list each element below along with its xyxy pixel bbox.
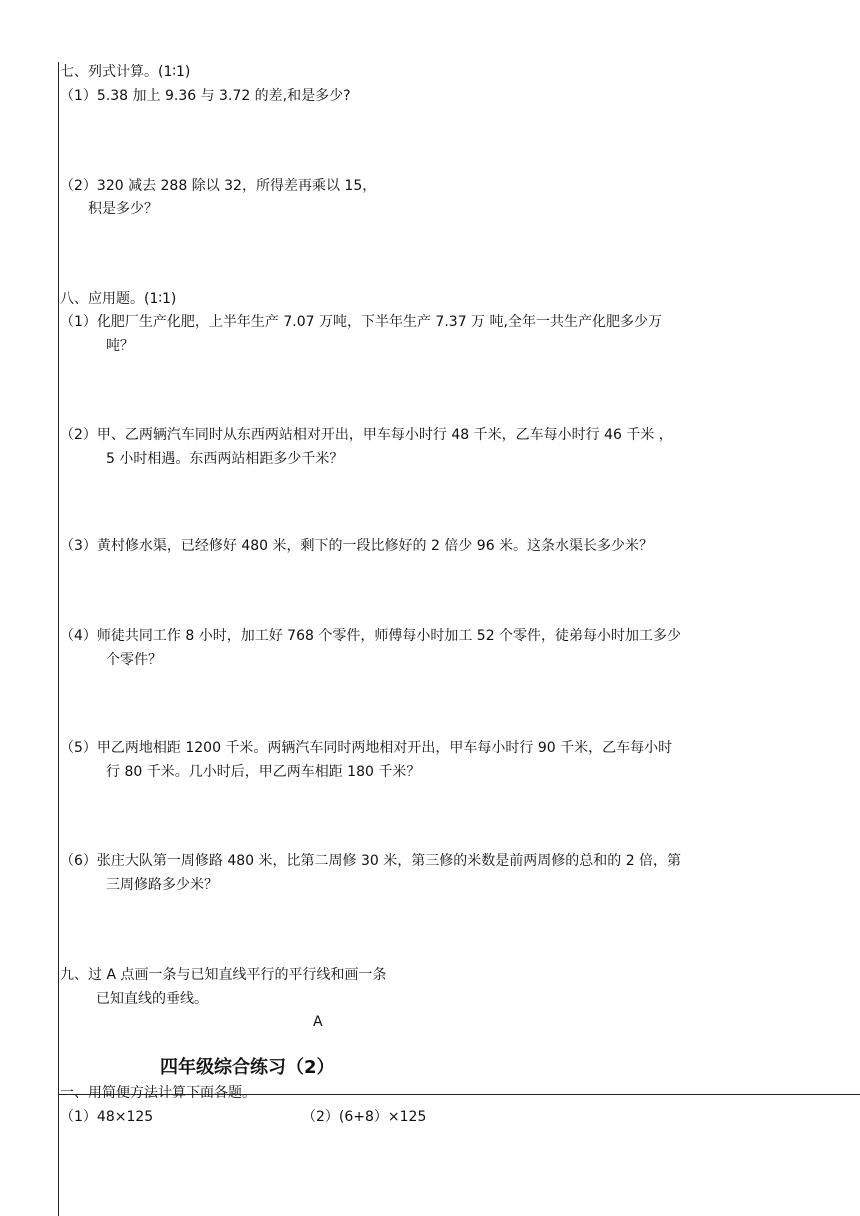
section7-question-2-line1: （2）320 减去 288 除以 32，所得差再乘以 15， [60,178,377,194]
part2-question-2: （2）(6+8）×125 [302,1109,427,1125]
problem-1-line1: （1）化肥厂生产化肥，上半年生产 7.07 万吨，下半年生产 7.37 万 吨,全年一共生产化肥多少万 [60,314,662,330]
section9-line2: 已知直线的垂线。 [96,991,208,1007]
problem-2-line2: 5 小时相遇。东西两站相距多少千米？ [106,451,344,467]
section7-question-2-line2: 积是多少？ [88,201,158,217]
section8-heading: 八、应用题。(1∶1) [60,291,177,307]
problem-3-line1: （3）黄村修水渠，已经修好 480 米，剩下的一段比修好的 2 倍少 96 米。这条水渠长多少米？ [60,538,654,554]
problem-6-line1: （6）张庄大队第一周修路 480 米，比第二周修 30 米，第三修的米数是前两周修的总和的 2 倍，第 [60,853,682,869]
problem-4-line2: 个零件？ [106,652,162,668]
problem-5-line2: 行 80 千米。几小时后，甲乙两车相距 180 千米？ [106,764,421,780]
section7-question-1: （1）5.38 加上 9.36 与 3.72 的差,和是多少? [60,88,351,104]
problem-1 [60,310,810,358]
problem-2-line1: （2）甲、乙两辆汽车同时从东西两站相对开出，甲车每小时行 48 千米，乙车每小时行 46 千米 ， [60,427,673,443]
problem-3 [60,534,810,558]
point-a-label: A [313,1014,323,1030]
part2-section1-heading: 一、用简便方法计算下面各题。 [60,1085,256,1101]
section9-line1: 九、过 A 点画一条与已知直线平行的平行线和画一条 [60,967,387,983]
page-title: 四年级综合练习（2） [160,1057,335,1078]
problem-2 [60,423,810,471]
problem-4-line1: （4）师徒共同工作 8 小时，加工好 768 个零件，师傅每小时加工 52 个零件，徒弟每小时加工多少 [60,628,682,644]
problem-4 [60,624,810,672]
left-margin-line [58,62,59,1216]
problem-5-line1: （5）甲乙两地相距 1200 千米。两辆汽车同时两地相对开出，甲车每小时行 90 千米，乙车每小时 [60,740,673,756]
section7-heading: 七、列式计算。(1∶1) [60,64,191,80]
problem-6 [60,849,810,897]
part2-question-1: （1）48×125 [60,1109,154,1125]
problem-1-line2: 吨？ [106,338,134,354]
problem-6-line2: 三周修路多少米？ [106,877,218,893]
problem-5 [60,736,810,784]
